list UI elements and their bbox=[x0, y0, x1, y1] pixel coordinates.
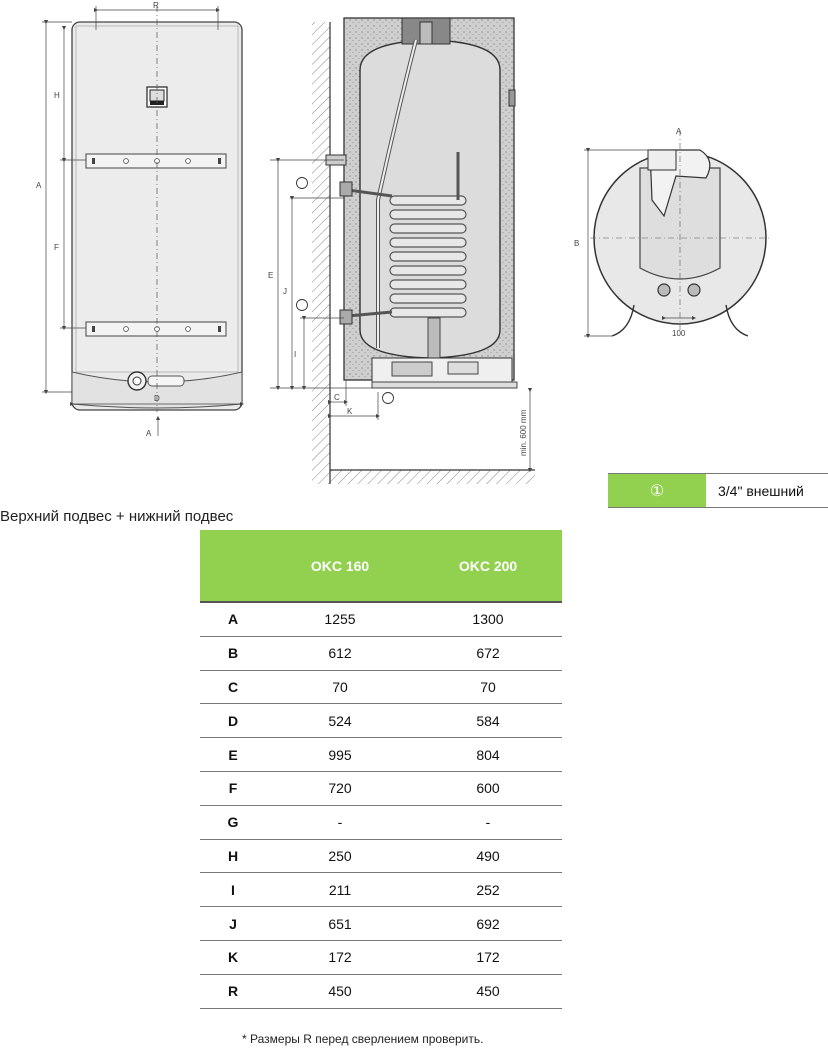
row-key: A bbox=[200, 602, 266, 636]
value-okc200: 172 bbox=[414, 940, 562, 974]
value-okc200: 584 bbox=[414, 704, 562, 738]
value-okc160: 70 bbox=[266, 670, 414, 704]
value-okc200: 804 bbox=[414, 738, 562, 772]
table-row bbox=[200, 974, 562, 1008]
value-okc200: 490 bbox=[414, 839, 562, 873]
value-okc160: 172 bbox=[266, 940, 414, 974]
value-okc160: - bbox=[266, 805, 414, 839]
technical-drawings bbox=[0, 0, 828, 500]
value-okc200: 450 bbox=[414, 974, 562, 1008]
table-row bbox=[200, 704, 562, 738]
row-key: K bbox=[200, 940, 266, 974]
row-key: G bbox=[200, 805, 266, 839]
value-okc200: - bbox=[414, 805, 562, 839]
legend-symbol: ① bbox=[608, 474, 706, 507]
dimensions-table bbox=[200, 530, 562, 1009]
value-okc160: 250 bbox=[266, 839, 414, 873]
dim-label-H: H bbox=[54, 91, 60, 100]
dim-label-min600: min. 600 mm bbox=[519, 409, 528, 456]
table-row bbox=[200, 805, 562, 839]
row-key: B bbox=[200, 636, 266, 670]
dim-label-F: F bbox=[54, 243, 59, 252]
value-okc200: 1300 bbox=[414, 602, 562, 636]
dim-label-K: K bbox=[347, 407, 353, 416]
table-row bbox=[200, 738, 562, 772]
row-key: J bbox=[200, 907, 266, 941]
row-key: E bbox=[200, 738, 266, 772]
section-view bbox=[270, 18, 535, 484]
value-okc160: 651 bbox=[266, 907, 414, 941]
value-okc160: 1255 bbox=[266, 602, 414, 636]
value-okc160: 211 bbox=[266, 873, 414, 907]
value-okc160: 450 bbox=[266, 974, 414, 1008]
table-row bbox=[200, 873, 562, 907]
dim-label-E: E bbox=[268, 271, 274, 280]
dim-label-D: D bbox=[154, 394, 160, 403]
table-row bbox=[200, 839, 562, 873]
table-row bbox=[200, 670, 562, 704]
value-okc200: 672 bbox=[414, 636, 562, 670]
value-okc200: 252 bbox=[414, 873, 562, 907]
front-view bbox=[42, 6, 242, 436]
row-key: I bbox=[200, 873, 266, 907]
value-okc160: 612 bbox=[266, 636, 414, 670]
table-row bbox=[200, 940, 562, 974]
row-key: F bbox=[200, 771, 266, 805]
dim-label-C: C bbox=[334, 393, 340, 402]
mounting-subtitle: Верхний подвес + нижний подвес bbox=[0, 508, 234, 525]
header-okc200: OKC 200 bbox=[414, 530, 562, 602]
row-key: R bbox=[200, 974, 266, 1008]
value-okc200: 692 bbox=[414, 907, 562, 941]
table-header-row bbox=[200, 530, 562, 602]
dim-label-B: B bbox=[574, 239, 580, 248]
table-row bbox=[200, 636, 562, 670]
table-row bbox=[200, 771, 562, 805]
value-okc200: 70 bbox=[414, 670, 562, 704]
connection-legend bbox=[608, 473, 828, 508]
value-okc160: 524 bbox=[266, 704, 414, 738]
header-okc160: OKC 160 bbox=[266, 530, 414, 602]
dim-label-A: A bbox=[36, 181, 42, 190]
row-key: H bbox=[200, 839, 266, 873]
table-row bbox=[200, 602, 562, 636]
value-okc160: 995 bbox=[266, 738, 414, 772]
legend-text: 3/4" внешний bbox=[718, 482, 804, 499]
view-label-A: A bbox=[676, 127, 682, 136]
row-key: C bbox=[200, 670, 266, 704]
value-okc200: 600 bbox=[414, 771, 562, 805]
dim-label-100: 100 bbox=[672, 329, 686, 338]
header-key bbox=[200, 530, 266, 602]
footnote: * Размеры R перед сверлением проверить. bbox=[242, 1032, 484, 1046]
dim-label-I: I bbox=[294, 350, 297, 359]
value-okc160: 720 bbox=[266, 771, 414, 805]
row-key: D bbox=[200, 704, 266, 738]
dim-label-J: J bbox=[283, 287, 287, 296]
top-view bbox=[584, 130, 770, 336]
table-row bbox=[200, 907, 562, 941]
view-arrow-label-A: A bbox=[146, 429, 152, 438]
dim-label-R: R bbox=[153, 1, 159, 10]
